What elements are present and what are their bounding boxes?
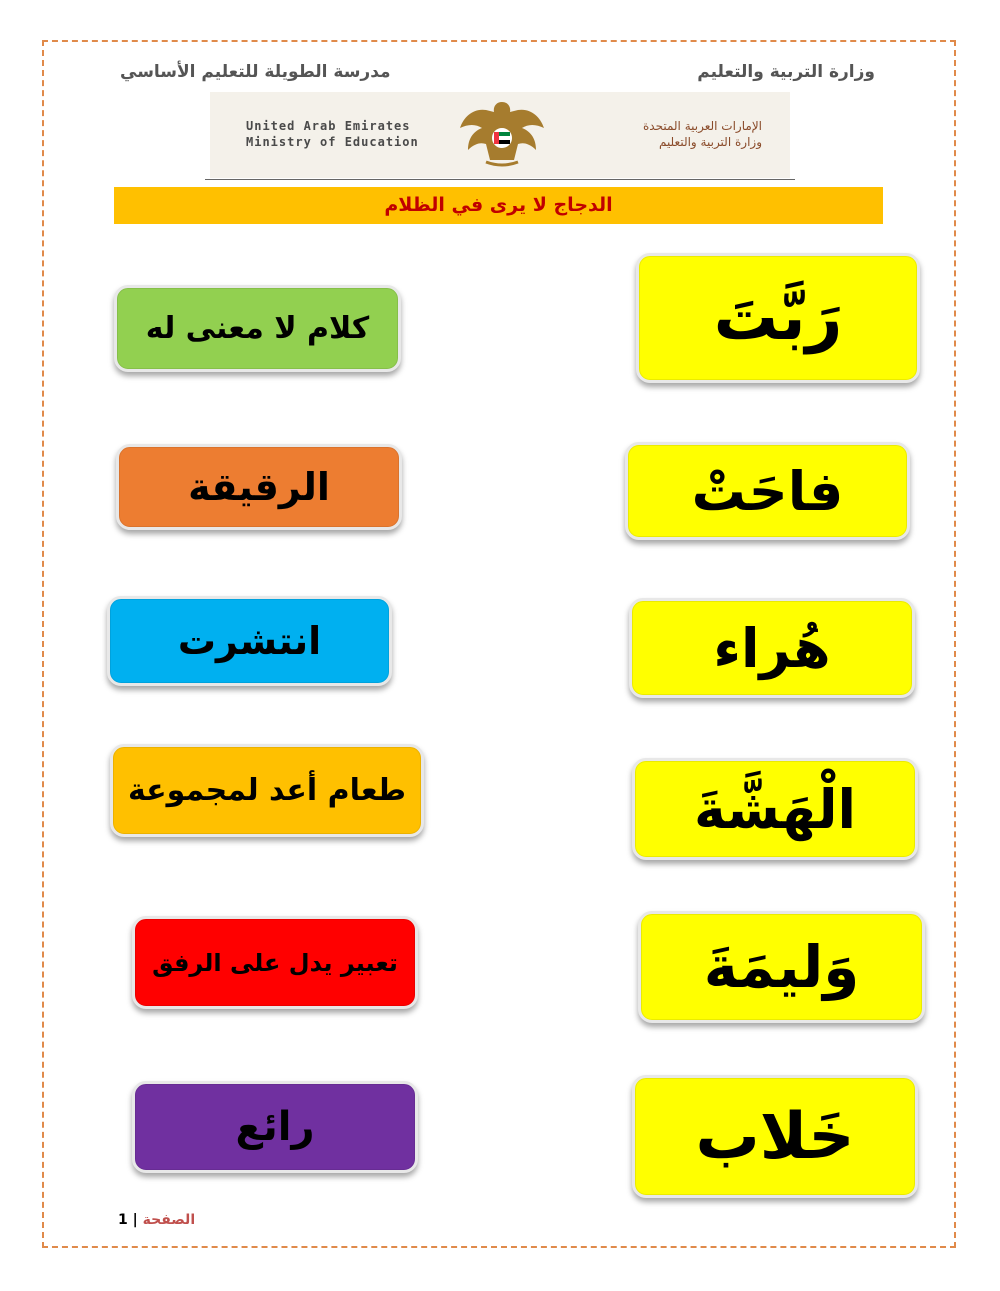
ministry-name: وزارة التربية والتعليم [697, 62, 875, 82]
school-name: مدرسة الطويلة للتعليم الأساسي [120, 62, 391, 82]
emblem-falcon-icon [456, 98, 548, 170]
banner-en-line1: United Arab Emirates [246, 119, 411, 133]
page-label: الصفحة [142, 1212, 196, 1228]
banner-divider [205, 179, 795, 180]
lesson-title: الدجاج لا يرى في الظلام [384, 194, 613, 216]
page-footer [118, 1212, 195, 1228]
word-card[interactable]: خَلاب [632, 1075, 918, 1198]
meaning-card[interactable]: تعبير يدل على الرفق [132, 916, 418, 1009]
word-card[interactable]: هُراء [629, 598, 915, 698]
meaning-card[interactable]: كلام لا معنى له [114, 285, 401, 372]
page-number: 1 | [118, 1212, 138, 1228]
meaning-card[interactable]: انتشرت [107, 596, 392, 686]
word-card[interactable]: الْهَشَّةَ [632, 758, 918, 860]
lesson-title-bar [114, 187, 883, 224]
meaning-card[interactable]: رائع [132, 1081, 418, 1173]
banner-ar-line1: الإمارات العربية المتحدة [643, 119, 762, 133]
ministry-banner [210, 92, 790, 178]
word-card[interactable]: وَليمَةَ [638, 911, 925, 1023]
banner-ar-line2: وزارة التربية والتعليم [658, 135, 762, 149]
banner-english [246, 118, 419, 150]
word-card[interactable]: رَبَّتَ [636, 253, 920, 383]
meaning-card[interactable]: الرقيقة [116, 444, 402, 530]
banner-arabic [643, 118, 762, 150]
word-card[interactable]: فاحَتْ [625, 442, 910, 540]
banner-en-line2: Ministry of Education [246, 135, 419, 149]
meaning-card[interactable]: طعام أعد لمجموعة [110, 744, 424, 837]
